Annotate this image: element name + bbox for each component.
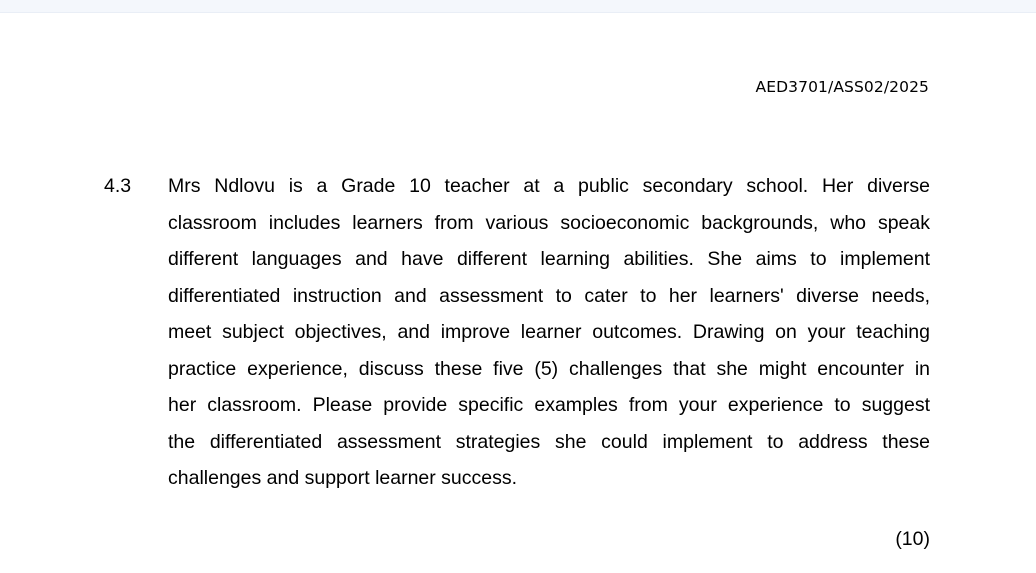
question-text-line: challenges and support learner success.	[168, 467, 518, 489]
question-text-line: classroom includes learners from various socioeconomic backgrounds, who speak	[168, 211, 930, 234]
page-top-strip	[0, 0, 1036, 13]
assignment-reference-code: AED3701/ASS02/2025	[755, 78, 929, 96]
question-text-line: meet subject objectives, and improve learner outcomes. Drawing on your teaching	[168, 321, 930, 343]
question-text-line: differentiated instruction and assessment to cater to her learners' diverse needs,	[168, 284, 930, 307]
question-text-line: the differentiated assessment strategies she could implement to address these	[168, 430, 930, 453]
question-text	[168, 174, 930, 503]
question-text-line: her classroom. Please provide specific examples from your experience to suggest	[168, 394, 930, 416]
question-text-line: practice experience, discuss these five (5) challenges that she might encounter in	[168, 357, 930, 380]
question-text-line: different languages and have different learning abilities. She aims to implement	[168, 248, 930, 270]
question-text-line: Mrs Ndlovu is a Grade 10 teacher at a public secondary school. Her diverse	[168, 175, 930, 197]
question-marks: (10)	[895, 528, 930, 550]
question-number: 4.3	[104, 175, 132, 197]
